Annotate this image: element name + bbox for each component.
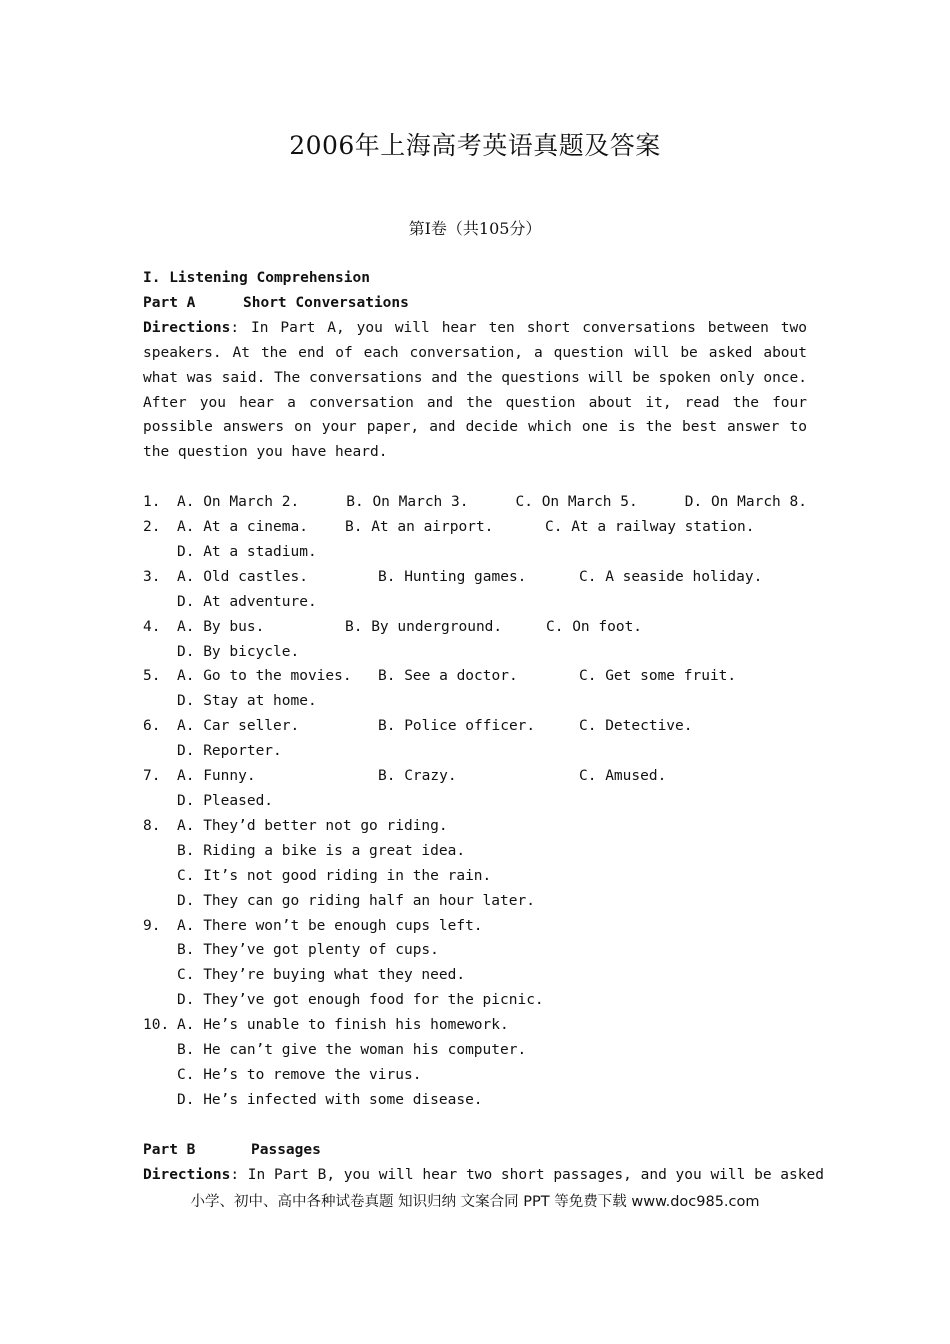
option-c: C. They’re buying what they need. <box>177 967 466 984</box>
option-a: A. There won’t be enough cups left. <box>177 917 483 934</box>
directions-text: : In Part B, you will hear two short passages, and you will be asked <box>230 1166 824 1183</box>
section-heading: I. Listening Comprehension <box>143 270 370 286</box>
directions-label: Directions <box>143 1166 231 1183</box>
document-subtitle: 第I卷（共105分） <box>408 219 542 238</box>
option-d: D. He’s infected with some disease. <box>177 1091 483 1108</box>
question-item <box>143 664 807 714</box>
option-c: C. Detective. <box>579 718 693 735</box>
option-b: B. They’ve got plenty of cups. <box>177 942 439 959</box>
option-b: B. Police officer. <box>378 718 536 735</box>
option-a: A. At a cinema. <box>177 519 308 536</box>
option-d: D. Reporter. <box>177 743 282 760</box>
option-c: C. It’s not good riding in the rain. <box>177 867 492 884</box>
question-number: 6. <box>143 718 161 735</box>
option-d: D. At adventure. <box>177 593 317 610</box>
part-a-directions <box>143 316 807 465</box>
question-number: 5. <box>143 668 161 685</box>
option-c: C. At a railway station. <box>545 519 755 536</box>
option-d: D. Pleased. <box>177 793 274 810</box>
question-item <box>143 515 807 565</box>
option-c: C. He’s to remove the virus. <box>177 1066 422 1083</box>
question-number: 4. <box>143 618 161 635</box>
option-d: D. Stay at home. <box>177 693 317 710</box>
question-item <box>143 764 807 814</box>
option-b: B. Crazy. <box>378 768 457 785</box>
option-a: A. Old castles. <box>177 568 308 585</box>
document-body <box>143 266 824 1188</box>
option-d: D. They can go riding half an hour later. <box>177 892 535 909</box>
question-item <box>143 814 807 914</box>
option-d: D. On March 8. <box>684 494 807 511</box>
question-item <box>143 1013 807 1113</box>
option-c: C. On foot. <box>546 618 643 635</box>
part-b-directions <box>143 1163 824 1188</box>
question-number: 8. <box>143 817 161 834</box>
part-b-title: Passages <box>251 1141 321 1158</box>
directions-label: Directions <box>143 319 231 336</box>
option-d: D. By bicycle. <box>177 643 300 660</box>
option-d: D. They’ve got enough food for the picnic. <box>177 992 544 1009</box>
part-a-heading <box>143 291 807 316</box>
option-a: A. They’d better not go riding. <box>177 817 448 834</box>
question-number: 2. <box>143 519 161 536</box>
option-b: B. Hunting games. <box>378 568 527 585</box>
part-a-label: Part A <box>143 294 196 311</box>
option-b: B. He can’t give the woman his computer. <box>177 1042 527 1059</box>
option-a: A. By bus. <box>177 618 265 635</box>
directions-text: : In Part A, you will hear ten short conversations between two speakers. At the end of each conversation, a question will be asked about what was said. The conversations and the questions will be spoken only once. After you hear a conversation and the question about it, read the four possible answers on your paper, and decide which one is the best answer to the question you have heard. <box>143 319 807 461</box>
option-c: C. On March 5. <box>515 494 638 511</box>
question-item <box>143 714 807 764</box>
question-number: 10. <box>143 1017 170 1034</box>
question-item <box>143 914 807 1014</box>
question-item <box>143 490 807 515</box>
option-b: B. On March 3. <box>346 494 469 511</box>
question-item <box>143 565 807 615</box>
part-b-heading <box>143 1138 807 1163</box>
question-number: 7. <box>143 768 161 785</box>
option-b: B. By underground. <box>345 618 503 635</box>
option-a: A. Go to the movies. <box>177 668 352 685</box>
option-a: A. Funny. <box>177 768 256 785</box>
option-c: C. Amused. <box>579 768 667 785</box>
option-d: D. At a stadium. <box>177 543 317 560</box>
footer-watermark: 小学、初中、高中各种试卷真题 知识归纳 文案合同 PPT 等免费下载 www.doc985.com <box>190 1194 760 1210</box>
option-a: A. He’s unable to finish his homework. <box>177 1017 509 1034</box>
option-b: B. See a doctor. <box>378 668 518 685</box>
option-c: C. A seaside holiday. <box>579 568 763 585</box>
part-a-title: Short Conversations <box>243 294 409 311</box>
option-a: A. Car seller. <box>177 718 300 735</box>
option-c: C. Get some fruit. <box>579 668 737 685</box>
question-number: 1. <box>143 494 161 511</box>
document-title: 2006年上海高考英语真题及答案 <box>289 131 661 160</box>
question-item <box>143 615 807 665</box>
option-b: B. Riding a bike is a great idea. <box>177 842 466 859</box>
question-number: 3. <box>143 568 161 585</box>
question-number: 9. <box>143 917 161 934</box>
part-b-label: Part B <box>143 1141 196 1158</box>
option-b: B. At an airport. <box>345 519 494 536</box>
option-a: A. On March 2. <box>177 494 300 511</box>
